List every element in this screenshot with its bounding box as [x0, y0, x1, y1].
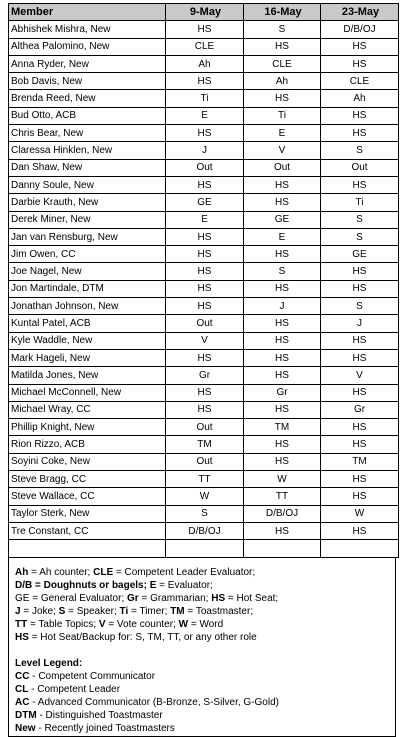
role-cell-date-2: Ah [244, 73, 321, 90]
role-cell-date-2: J [244, 298, 321, 315]
role-cell-date-2: TM [244, 419, 321, 436]
role-cell-date-1: Ti [166, 90, 244, 107]
member-cell: Brenda Reed, New [9, 90, 166, 107]
member-cell: Danny Soule, New [9, 176, 166, 193]
role-cell-date-2: Out [244, 159, 321, 176]
role-cell-date-2: HS [244, 401, 321, 418]
member-cell: Michael Wray, CC [9, 401, 166, 418]
role-cell-date-1: E [166, 107, 244, 124]
legend-box [8, 558, 396, 737]
role-cell-date-3: HS [321, 436, 399, 453]
role-cell-date-2: E [244, 228, 321, 245]
role-cell-date-1: HS [166, 246, 244, 263]
role-cell-date-1: V [166, 332, 244, 349]
role-cell-date-1: Out [166, 419, 244, 436]
table-row [9, 228, 399, 245]
table-row [9, 453, 399, 470]
role-cell-date-2: HS [244, 332, 321, 349]
role-cell-date-3: CLE [321, 73, 399, 90]
role-cell-date-1: HS [166, 176, 244, 193]
role-cell-date-2: S [244, 263, 321, 280]
role-cell-date-3: Out [321, 159, 399, 176]
role-cell-date-3: HS [321, 38, 399, 55]
member-cell: Taylor Sterk, New [9, 505, 166, 522]
role-cell-date-1: HS [166, 280, 244, 297]
table-row [9, 159, 399, 176]
member-cell: Steve Wallace, CC [9, 488, 166, 505]
role-legend-line: J = Joke; S = Speaker; Ti = Timer; TM = Toastmaster; [15, 605, 254, 617]
role-cell-date-2: E [244, 125, 321, 142]
column-header-date-3: 23-May [321, 4, 399, 21]
member-cell: Phillip Knight, New [9, 419, 166, 436]
table-row [9, 263, 399, 280]
role-cell-date-2: D/B/OJ [244, 505, 321, 522]
level-legend-item: DTM - Distinguished Toastmaster [15, 709, 163, 721]
role-cell-date-3: HS [321, 349, 399, 366]
role-cell-date-2: Gr [244, 384, 321, 401]
table-row [9, 401, 399, 418]
role-cell-date-3: S [321, 142, 399, 159]
table-row [9, 436, 399, 453]
role-cell-date-3: S [321, 298, 399, 315]
role-cell-date-2: V [244, 142, 321, 159]
role-cell-date-1: HS [166, 21, 244, 38]
member-cell: Claressa Hinklen, New [9, 142, 166, 159]
role-legend [15, 566, 395, 644]
role-cell-date-1: Out [166, 159, 244, 176]
table-row [9, 176, 399, 193]
table-row [9, 280, 399, 297]
column-header-date-2: 16-May [244, 4, 321, 21]
table-row [9, 73, 399, 90]
role-cell-date-2: HS [244, 246, 321, 263]
table-row [9, 246, 399, 263]
role-cell-date-3: HS [321, 488, 399, 505]
table-row [9, 90, 399, 107]
role-cell-date-3: S [321, 211, 399, 228]
member-cell: Derek Miner, New [9, 211, 166, 228]
role-cell-date-2: S [244, 21, 321, 38]
column-header-member: Member [9, 4, 166, 21]
table-row [9, 125, 399, 142]
level-legend-item: New - Recently joined Toastmasters [15, 722, 175, 734]
member-cell: Matilda Jones, New [9, 367, 166, 384]
role-legend-line: HS = Hot Seat/Backup for: S, TM, TT, or any other role [15, 631, 257, 643]
column-header-date-1: 9-May [166, 4, 244, 21]
table-row [9, 488, 399, 505]
member-cell: Darbie Krauth, New [9, 194, 166, 211]
role-schedule-table [8, 3, 399, 558]
role-cell-date-1: TT [166, 471, 244, 488]
role-cell-date-1: S [166, 505, 244, 522]
member-cell: Kyle Waddle, New [9, 332, 166, 349]
role-cell-date-2: HS [244, 176, 321, 193]
role-cell-date-3: S [321, 228, 399, 245]
role-legend-line: D/B = Doughnuts or bagels; E = Evaluator; [15, 579, 213, 591]
member-cell: Steve Bragg, CC [9, 471, 166, 488]
role-cell-date-3: HS [321, 419, 399, 436]
role-cell-date-1: HS [166, 384, 244, 401]
role-cell-date-2: HS [244, 280, 321, 297]
table-row [9, 332, 399, 349]
role-cell-date-1: D/B/OJ [166, 522, 244, 539]
table-row [9, 349, 399, 366]
role-cell-date-3: HS [321, 280, 399, 297]
role-cell-date-3: HS [321, 384, 399, 401]
role-cell-date-3: W [321, 505, 399, 522]
role-cell-date-2: HS [244, 522, 321, 539]
role-cell-date-1: Out [166, 315, 244, 332]
role-cell-date-2: Ti [244, 107, 321, 124]
role-cell-date-3: HS [321, 107, 399, 124]
member-cell: Dan Shaw, New [9, 159, 166, 176]
role-legend-line: GE = General Evaluator; Gr = Grammarian; HS = Hot Seat; [15, 592, 279, 604]
role-cell-date-3: Ah [321, 90, 399, 107]
table-row [9, 419, 399, 436]
member-cell: Jonathan Johnson, New [9, 298, 166, 315]
member-cell: Chris Bear, New [9, 125, 166, 142]
role-cell-date-1: Out [166, 453, 244, 470]
role-cell-date-2: CLE [244, 55, 321, 72]
member-cell: Michael McConnell, New [9, 384, 166, 401]
role-cell-date-1: W [166, 488, 244, 505]
member-cell: Bud Otto, ACB [9, 107, 166, 124]
member-cell: Joe Nagel, New [9, 263, 166, 280]
role-cell-date-3: HS [321, 522, 399, 539]
table-row [9, 540, 399, 557]
role-cell-date-1: CLE [166, 38, 244, 55]
role-cell-date-3: HS [321, 176, 399, 193]
level-legend-item: CL - Competent Leader [15, 683, 121, 695]
member-cell: Bob Davis, New [9, 73, 166, 90]
role-cell-date-3: TM [321, 453, 399, 470]
table-row [9, 367, 399, 384]
role-cell-date-1: HS [166, 73, 244, 90]
role-cell-date-2: HS [244, 90, 321, 107]
role-cell-date-1: J [166, 142, 244, 159]
member-cell: Tre Constant, CC [9, 522, 166, 539]
role-cell-date-1 [166, 540, 244, 557]
role-cell-date-1: HS [166, 263, 244, 280]
member-cell: Kuntal Patel, ACB [9, 315, 166, 332]
member-cell: Soyini Coke, New [9, 453, 166, 470]
role-cell-date-3: HS [321, 125, 399, 142]
role-cell-date-3: GE [321, 246, 399, 263]
role-cell-date-2: HS [244, 349, 321, 366]
role-cell-date-3: Gr [321, 401, 399, 418]
role-cell-date-1: HS [166, 125, 244, 142]
role-cell-date-1: GE [166, 194, 244, 211]
member-cell [9, 540, 166, 557]
role-cell-date-1: E [166, 211, 244, 228]
role-cell-date-3: HS [321, 332, 399, 349]
table-row [9, 107, 399, 124]
role-cell-date-2: HS [244, 453, 321, 470]
table-row [9, 55, 399, 72]
role-cell-date-1: Gr [166, 367, 244, 384]
member-cell: Jim Owen, CC [9, 246, 166, 263]
role-cell-date-2: HS [244, 367, 321, 384]
role-cell-date-2 [244, 540, 321, 557]
role-cell-date-2: GE [244, 211, 321, 228]
level-legend-title: Level Legend: [15, 657, 83, 669]
role-cell-date-3: D/B/OJ [321, 21, 399, 38]
member-cell: Abhishek Mishra, New [9, 21, 166, 38]
level-legend [15, 670, 395, 735]
role-cell-date-3: HS [321, 55, 399, 72]
role-cell-date-1: HS [166, 401, 244, 418]
table-row [9, 211, 399, 228]
table-row [9, 505, 399, 522]
role-cell-date-2: HS [244, 315, 321, 332]
table-row [9, 142, 399, 159]
role-cell-date-3: V [321, 367, 399, 384]
member-cell: Anna Ryder, New [9, 55, 166, 72]
role-legend-line: Ah = Ah counter; CLE = Competent Leader Evaluator; [15, 566, 256, 578]
table-header-row [9, 4, 399, 21]
table-row [9, 194, 399, 211]
table-row [9, 384, 399, 401]
role-cell-date-3: HS [321, 263, 399, 280]
table-row [9, 471, 399, 488]
table-row [9, 21, 399, 38]
role-cell-date-1: HS [166, 298, 244, 315]
level-legend-item: CC - Competent Communicator [15, 670, 156, 682]
role-cell-date-3: J [321, 315, 399, 332]
table-row [9, 298, 399, 315]
member-cell: Althea Palomino, New [9, 38, 166, 55]
member-cell: Jon Martindale, DTM [9, 280, 166, 297]
role-cell-date-2: HS [244, 436, 321, 453]
table-row [9, 315, 399, 332]
table-row [9, 38, 399, 55]
member-cell: Mark Hageli, New [9, 349, 166, 366]
table-body [9, 21, 399, 557]
member-cell: Jan van Rensburg, New [9, 228, 166, 245]
level-legend-item: AC - Advanced Communicator (B-Bronze, S-Silver, G-Gold) [15, 696, 279, 708]
role-cell-date-2: HS [244, 194, 321, 211]
member-cell: Rion Rizzo, ACB [9, 436, 166, 453]
table-row [9, 522, 399, 539]
role-legend-line: TT = Table Topics; V = Vote counter; W = Word [15, 618, 224, 630]
role-cell-date-1: TM [166, 436, 244, 453]
role-cell-date-2: W [244, 471, 321, 488]
role-cell-date-2: HS [244, 38, 321, 55]
role-cell-date-3: Ti [321, 194, 399, 211]
role-cell-date-3 [321, 540, 399, 557]
role-cell-date-1: HS [166, 349, 244, 366]
role-cell-date-2: TT [244, 488, 321, 505]
schedule-sheet [8, 3, 398, 737]
role-cell-date-1: Ah [166, 55, 244, 72]
role-cell-date-1: HS [166, 228, 244, 245]
role-cell-date-3: HS [321, 471, 399, 488]
